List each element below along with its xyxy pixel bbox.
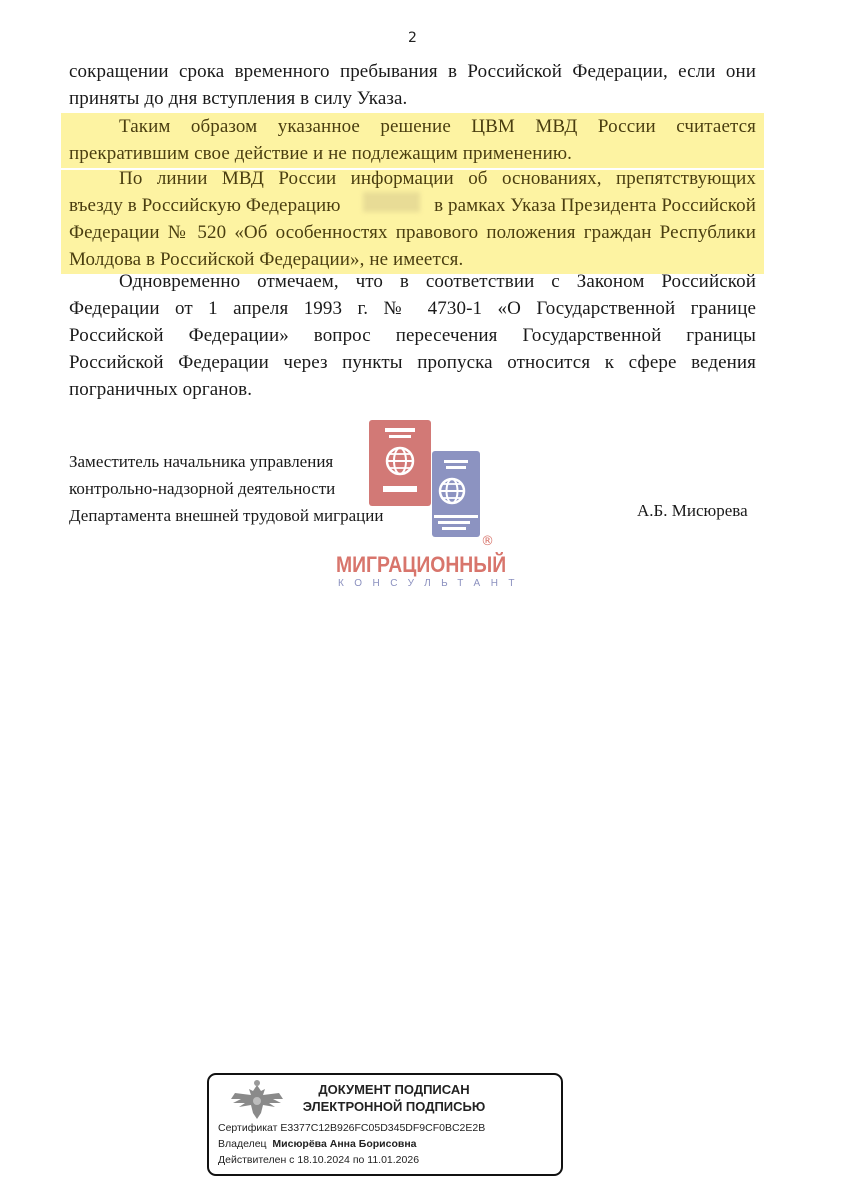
text-line: приняты до дня вступления в силу Указа.	[69, 88, 408, 109]
text-line: Таким образом указанное решение ЦВМ МВД России считается	[119, 116, 756, 137]
paragraph-no-entry-ban	[69, 165, 756, 273]
text-line: Федерации от 1 апреля 1993 г. № 4730-1 «О Государственной границе	[69, 298, 756, 319]
position-line: контрольно-надзорной деятельности	[69, 479, 336, 498]
blue-passport-icon	[432, 451, 480, 537]
text-fragment: в рамках Указа Президента Российской	[434, 195, 756, 216]
e-signature-stamp	[207, 1073, 563, 1176]
certificate-label: Сертификат	[218, 1122, 278, 1134]
text-line: Одновременно отмечаем, что в соответствии с Законом Российской	[119, 271, 756, 292]
text-line: Российской Федерации» вопрос пересечения Государственной границы	[69, 325, 756, 346]
text-line: пограничных органов.	[69, 379, 253, 400]
paragraph-continuation	[69, 58, 756, 112]
mvd-double-eagle-emblem-icon	[229, 1079, 285, 1121]
text-line-with-redaction	[69, 192, 756, 219]
text-line: Молдова в Российской Федерации», не имеется.	[69, 249, 464, 270]
text-fragment: въезду в Российскую Федерацию	[69, 195, 341, 216]
signatory-name: А.Б. Мисюрева	[637, 501, 748, 520]
position-line: Департамента внешней трудовой миграции	[69, 506, 384, 525]
text-line: По линии МВД России информации об основаниях, препятствующих	[119, 168, 756, 189]
stamp-title-line: ЭЛЕКТРОННОЙ ПОДПИСЬЮ	[302, 1099, 486, 1114]
paragraph-decision-void	[69, 113, 756, 167]
redacted-name	[363, 192, 420, 212]
position-line: Заместитель начальника управления	[69, 452, 334, 471]
text-line: Федерации № 520 «Об особенностях правового положения граждан Республики	[69, 222, 756, 243]
watermark-logo	[336, 420, 526, 590]
page-number: 2	[408, 30, 417, 46]
stamp-title	[294, 1081, 494, 1115]
certificate-value: E3377C12B926FC05D345DF9CF0BC2E2B	[280, 1122, 486, 1134]
certificate-line	[218, 1122, 485, 1134]
owner-line	[218, 1138, 417, 1150]
paragraph-border-crossing	[69, 268, 756, 403]
stamp-title-line: ДОКУМЕНТ ПОДПИСАН	[318, 1082, 470, 1097]
validity-line: Действителен с 18.10.2024 по 11.01.2026	[218, 1154, 420, 1166]
watermark-brand: МИГРАЦИОННЫЙ	[336, 552, 507, 577]
watermark-subtitle: КОНСУЛЬТАНТ	[338, 578, 526, 589]
owner-value: Мисюрёва Анна Борисовна	[272, 1138, 417, 1150]
text-line: прекратившим свое действие и не подлежащим применению.	[69, 143, 572, 164]
text-line: Российской Федерации через пункты пропуска относится к сфере ведения	[69, 352, 756, 373]
owner-label: Владелец	[218, 1138, 267, 1150]
text-line: сокращении срока временного пребывания в Российской Федерации, если они	[69, 61, 756, 82]
registered-mark: ®	[481, 534, 494, 549]
red-passport-icon	[369, 420, 431, 506]
